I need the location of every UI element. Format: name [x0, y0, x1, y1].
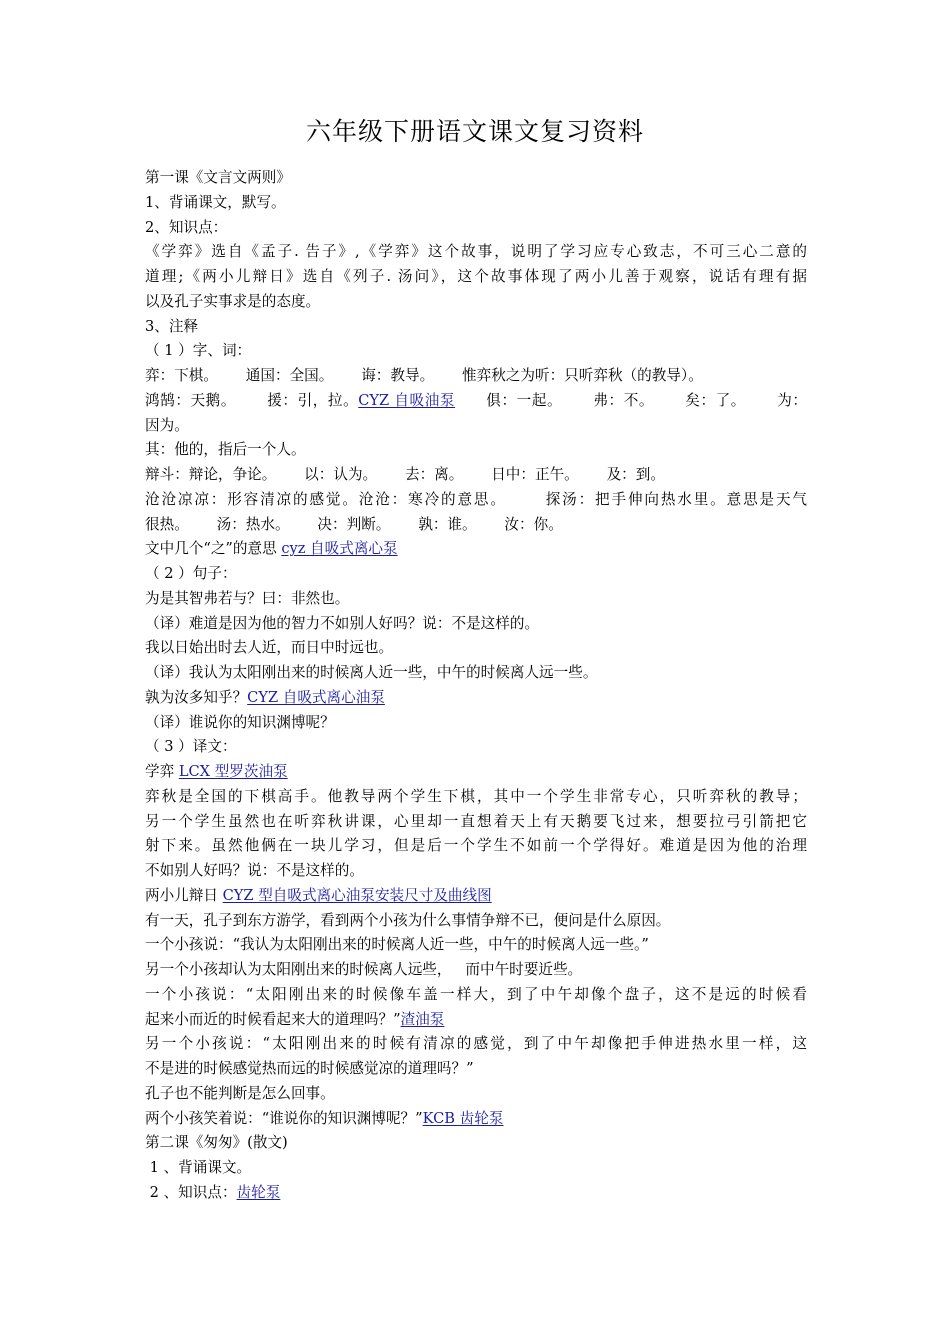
line-text: 道理;《两小儿辩日》选自《列子. 汤问》，这个故事体现了两小儿善于观察，说话有理有据	[145, 268, 807, 285]
text-line	[145, 711, 807, 736]
text-line	[145, 265, 807, 290]
text-line	[145, 315, 807, 340]
line-text: 另一个小孩却认为太阳刚出来的时候离人远些， 而中午时要近些。	[145, 961, 583, 978]
line-text: 第一课《文言文两则》	[145, 169, 291, 186]
text-line	[145, 1156, 807, 1181]
text-line	[145, 513, 807, 538]
line-text: 1 、背诵课文。	[145, 1159, 252, 1176]
text-line	[145, 760, 807, 785]
text-line	[145, 191, 807, 216]
line-text: 两小儿辩日	[145, 886, 223, 904]
text-line	[145, 1057, 807, 1082]
line-text: 2 、知识点：	[145, 1183, 237, 1201]
line-text: 一个小孩说：“太阳刚出来的时候像车盖一样大，到了中午却像个盘子，这不是远的时候看	[145, 985, 807, 1003]
line-text: （ 2 ）句子：	[145, 565, 237, 582]
line-text: （ 1 ）字、词：	[145, 342, 252, 360]
line-text: 起来小而近的时候看起来大的道理吗？”	[145, 1010, 401, 1028]
text-line	[145, 339, 807, 364]
text-line	[145, 933, 807, 958]
line-text: 以及孔子实事求是的态度。	[145, 292, 321, 310]
line-text: 弈秋是全国的下棋高手。他教导两个学生下棋，其中一个学生非常专心，只听弈秋的教导；	[145, 787, 807, 805]
line-text: 第二课《匆匆》(散文)	[145, 1134, 288, 1152]
line-text: 为是其智弗若与？曰：非然也。	[145, 589, 350, 607]
text-line	[145, 958, 807, 983]
text-line	[145, 364, 807, 389]
text-line	[145, 612, 807, 637]
text-line	[145, 859, 807, 884]
inline-link[interactable]: LCX 型罗茨油泵	[178, 763, 288, 780]
text-line	[145, 1032, 807, 1057]
line-text: 弈：下棋。 通国：全国。 诲：教导。 惟弈秋之为听：只听弈秋（的教导）。	[145, 367, 703, 384]
line-text: 两个小孩笑着说：“谁说你的知识渊博呢？”	[145, 1109, 423, 1127]
document-body	[145, 166, 807, 1206]
text-line	[145, 537, 807, 562]
text-line	[145, 463, 807, 488]
text-line	[145, 587, 807, 612]
text-line	[145, 983, 807, 1008]
line-text: 3、注释	[145, 317, 199, 335]
inline-link[interactable]: CYZ 自吸式离心油泵	[247, 688, 385, 706]
text-line	[145, 1181, 807, 1206]
line-text: 文中几个“之”的意思	[145, 540, 282, 558]
text-line	[145, 389, 807, 414]
text-line	[145, 1107, 807, 1132]
text-line	[145, 1131, 807, 1156]
line-text-after: 俱：一起。 弗：不。 矣：了。 为：	[455, 391, 807, 409]
line-text: 学弈	[145, 763, 179, 780]
text-line	[145, 414, 807, 439]
line-text: 另一个学生虽然也在听弈秋讲课，心里却一直想着天上有天鹅要飞过来，想要拉弓引箭把它	[145, 812, 807, 830]
text-line	[145, 1082, 807, 1107]
text-line	[145, 834, 807, 859]
line-text: 1、背诵课文，默写。	[145, 193, 286, 211]
text-line	[145, 438, 807, 463]
text-line	[145, 909, 807, 934]
line-text: 我以日始出时去人近，而日中时远也。	[145, 639, 394, 657]
line-text: 其：他的，指后一个人。	[145, 441, 306, 459]
text-line	[145, 810, 807, 835]
line-text: 辩斗：辩论，争论。 以：认为。 去：离。 日中：正午。 及：到。	[145, 466, 665, 483]
text-line	[145, 240, 807, 265]
line-text: （译）我认为太阳刚出来的时候离人近一些，中午的时候离人远一些。	[145, 664, 598, 681]
line-text: 一个小孩说：“我认为太阳刚出来的时候离人近一些，中午的时候离人远一些。”	[145, 936, 649, 954]
line-text: （ 3 ）译文：	[145, 738, 237, 756]
line-text: 鸿鹄：天鹅。 援：引，拉。	[145, 391, 359, 409]
document-title: 六年级下册语文课文复习资料	[305, 117, 644, 146]
line-text: 2、知识点：	[145, 218, 228, 236]
line-text: 因为。	[145, 416, 189, 434]
line-text: 不是进的时候感觉热而远的时候感觉凉的道理吗？”	[145, 1060, 474, 1077]
text-line	[145, 636, 807, 661]
inline-link[interactable]: cyz 自吸式离心泵	[281, 540, 398, 558]
line-text: 射下来。虽然他俩在一块儿学习，但是后一个学生不如前一个学得好。难道是因为他的治理	[145, 837, 807, 855]
text-line	[145, 686, 807, 711]
text-line	[145, 488, 807, 513]
text-line	[145, 290, 807, 315]
line-text: 有一天，孔子到东方游学，看到两个小孩为什么事情争辩不已，便问是什么原因。	[145, 911, 671, 929]
text-line	[145, 166, 807, 191]
text-line	[145, 562, 807, 587]
text-line	[145, 785, 807, 810]
line-text: 另一个小孩说：“太阳刚出来的时候有清凉的感觉，到了中午却像把手伸进热水里一样，这	[145, 1035, 807, 1053]
inline-link[interactable]: CYZ 自吸油泵	[358, 391, 456, 409]
line-text: （译）难道是因为他的智力不如别人好吗？说：不是这样的。	[145, 614, 540, 632]
text-line	[145, 661, 807, 686]
line-text: 很热。 汤：热水。 决：判断。 孰：谁。 汝：你。	[145, 515, 563, 533]
line-text: 孔子也不能判断是怎么回事。	[145, 1084, 335, 1102]
inline-link[interactable]: 齿轮泵	[236, 1183, 281, 1201]
inline-link[interactable]: KCB 齿轮泵	[422, 1109, 504, 1127]
line-text: 孰为汝多知乎？	[145, 688, 248, 706]
text-line	[145, 1008, 807, 1033]
line-text: 不如别人好吗？说：不是这样的。	[145, 862, 364, 879]
line-text: （译）谁说你的知识渊博呢？	[145, 713, 335, 731]
line-text: 《学弈》选自《孟子. 告子》,《学弈》这个故事，说明了学习应专心致志，不可三心二意的	[145, 243, 807, 261]
inline-link[interactable]: 渣油泵	[400, 1010, 445, 1028]
text-line	[145, 735, 807, 760]
inline-link[interactable]: CYZ 型自吸式离心油泵安装尺寸及曲线图	[222, 886, 492, 904]
text-line	[145, 216, 807, 241]
line-text: 沧沧凉凉：形容清凉的感觉。沧沧：寒冷的意思。 探汤：把手伸向热水里。意思是天气	[145, 490, 807, 508]
text-line	[145, 884, 807, 909]
